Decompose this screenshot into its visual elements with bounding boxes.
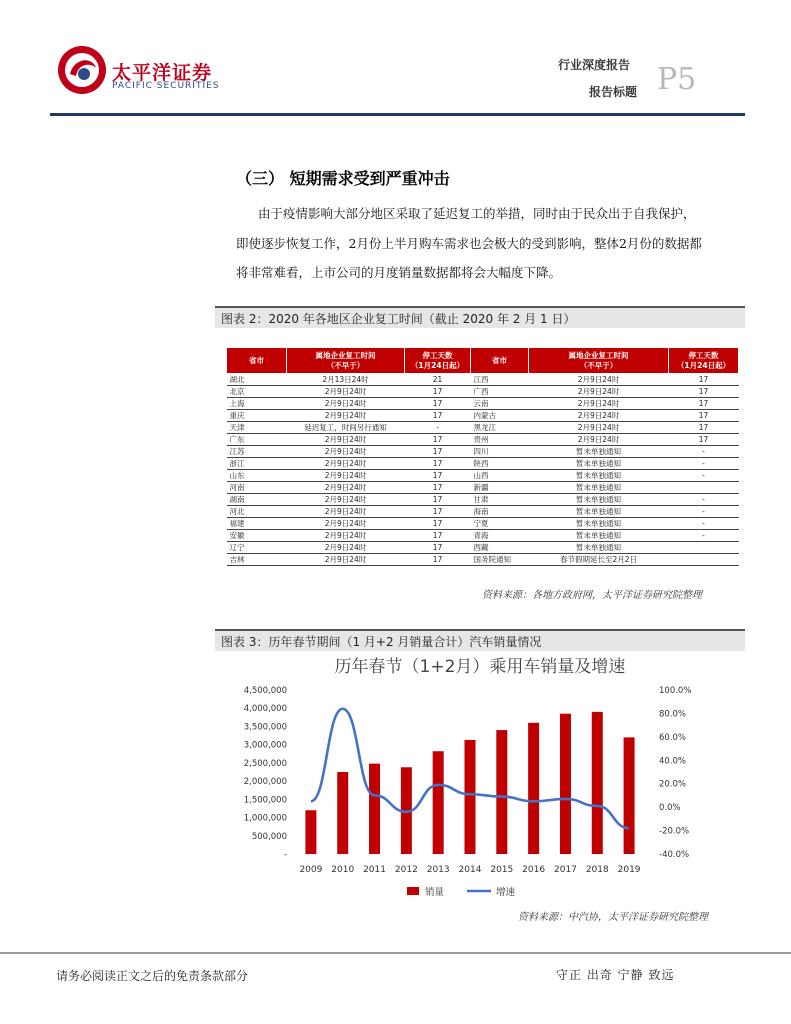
y-right-tick-label: 80.0% bbox=[659, 709, 687, 720]
table-cell: - bbox=[669, 470, 739, 482]
table-cell: 17 bbox=[405, 410, 471, 422]
table-cell: 2月9日24时 bbox=[287, 410, 405, 422]
table-cell: 暂未单独通知 bbox=[529, 506, 669, 518]
page-mark: P5 bbox=[657, 62, 697, 97]
table-cell bbox=[669, 542, 739, 554]
y-left-tick-label: 1,000,000 bbox=[243, 813, 287, 824]
y-left-tick-label: 4,500,000 bbox=[243, 686, 287, 696]
y-right-tick-label: 40.0% bbox=[659, 756, 687, 767]
table-cell: 17 bbox=[669, 422, 739, 434]
table-cell: 2月9日24时 bbox=[287, 494, 405, 506]
y-left-tick-label: 4,000,000 bbox=[243, 704, 287, 715]
table-cell: 辽宁 bbox=[227, 542, 287, 554]
y-left-tick-label: 1,500,000 bbox=[243, 795, 287, 806]
table-cell: 暂未单独通知 bbox=[529, 482, 669, 494]
table-cell: 广西 bbox=[471, 386, 529, 398]
table-cell: 21 bbox=[405, 374, 471, 386]
table-cell: 暂未单独通知 bbox=[529, 446, 669, 458]
table-cell: 宁夏 bbox=[471, 518, 529, 530]
table-row bbox=[227, 386, 739, 398]
y-right-tick-label: -20.0% bbox=[659, 826, 690, 837]
x-tick-label: 2010 bbox=[331, 865, 355, 875]
table-cell: 重庆 bbox=[227, 410, 287, 422]
table-cell: 云南 bbox=[471, 398, 529, 410]
chart-title: 历年春节（1+2月）乘用车销量及增速 bbox=[334, 657, 626, 677]
bar-mark bbox=[592, 712, 603, 854]
y-right-tick-label: 20.0% bbox=[659, 779, 687, 790]
table-cell: 17 bbox=[405, 446, 471, 458]
brand-name-cn: 太平洋证券 bbox=[112, 62, 213, 84]
table-cell: 河南 bbox=[227, 482, 287, 494]
table-cell: 17 bbox=[405, 530, 471, 542]
bar-mark bbox=[496, 730, 507, 854]
col-header: 停工天数 （1月24日起） bbox=[405, 348, 471, 374]
x-tick-label: 2011 bbox=[363, 865, 386, 875]
x-tick-label: 2014 bbox=[458, 865, 482, 875]
y-left-tick-label: - bbox=[283, 850, 287, 860]
y-right-tick-label: 60.0% bbox=[659, 732, 687, 743]
table-row bbox=[227, 506, 739, 518]
paragraph-line-1: 由于疫情影响大部分地区采取了延迟复工的举措，同时由于民众出于自我保护， bbox=[258, 206, 696, 221]
table-cell: 2月9日24时 bbox=[287, 554, 405, 566]
table-cell: 上海 bbox=[227, 398, 287, 410]
table-cell: - bbox=[669, 530, 739, 542]
table-row bbox=[227, 374, 739, 386]
table-cell: 甘肃 bbox=[471, 494, 529, 506]
footer-disclaimer: 请务必阅读正文之后的免责条款部分 bbox=[56, 969, 249, 983]
figure3-source: 资料来源：中汽协，太平洋证券研究院整理 bbox=[518, 912, 708, 923]
table-cell: 山东 bbox=[227, 470, 287, 482]
y-left-tick-label: 2,500,000 bbox=[243, 758, 287, 769]
report-title: 报告标题 bbox=[589, 85, 638, 99]
y-left-tick-label: 3,000,000 bbox=[243, 740, 287, 751]
y-right-tick-label: 0.0% bbox=[659, 803, 681, 814]
table-cell: 贵州 bbox=[471, 434, 529, 446]
section-title: （三） 短期需求受到严重冲击 bbox=[236, 169, 450, 188]
table-cell: - bbox=[669, 518, 739, 530]
table-cell: - bbox=[405, 422, 471, 434]
table-cell: 河北 bbox=[227, 506, 287, 518]
x-tick-label: 2017 bbox=[554, 865, 577, 875]
table-cell: 17 bbox=[669, 410, 739, 422]
table-cell: 内蒙古 bbox=[471, 410, 529, 422]
table-cell: 湖南 bbox=[227, 494, 287, 506]
table-row bbox=[227, 446, 739, 458]
table-header-row bbox=[227, 348, 739, 374]
paragraph-line-3: 将非常难看，上市公司的月度销量数据都将会大幅度下降。 bbox=[236, 265, 562, 280]
x-tick-label: 2009 bbox=[299, 865, 323, 875]
x-tick-label: 2016 bbox=[522, 865, 546, 875]
table-row bbox=[227, 398, 739, 410]
table-cell: - bbox=[669, 458, 739, 470]
table-row bbox=[227, 482, 739, 494]
y-left-tick-label: 3,500,000 bbox=[243, 722, 287, 733]
table-cell: 2月9日24时 bbox=[529, 374, 669, 386]
col-header: 停工天数 （1月24日起） bbox=[669, 348, 739, 374]
footer-motto: 守正 出奇 宁静 致远 bbox=[556, 968, 675, 982]
province-resume-table bbox=[226, 347, 739, 566]
figure3-title: 图表 3：历年春节期间（1 月+2 月销量合计）汽车销量情况 bbox=[215, 629, 745, 651]
table-cell: 四川 bbox=[471, 446, 529, 458]
y-left-tick-label: 500,000 bbox=[251, 831, 287, 842]
table-cell: 2月9日24时 bbox=[287, 518, 405, 530]
table-cell: 江西 bbox=[471, 374, 529, 386]
table-cell: 17 bbox=[405, 506, 471, 518]
table-cell: 17 bbox=[669, 374, 739, 386]
bar-mark bbox=[305, 810, 316, 854]
table-cell: 17 bbox=[405, 458, 471, 470]
x-tick-label: 2015 bbox=[490, 865, 514, 875]
table-cell: 江苏 bbox=[227, 446, 287, 458]
table-row bbox=[227, 434, 739, 446]
table-cell: 2月9日24时 bbox=[287, 458, 405, 470]
bar-mark bbox=[433, 751, 444, 854]
table-cell: 17 bbox=[405, 482, 471, 494]
table-cell: 暂未单独通知 bbox=[529, 458, 669, 470]
table-cell bbox=[669, 554, 739, 566]
bar-mark bbox=[560, 714, 571, 854]
bar-mark bbox=[624, 737, 635, 854]
table-cell: - bbox=[669, 446, 739, 458]
table-cell: 延迟复工，时间另行通知 bbox=[287, 422, 405, 434]
table-cell: 17 bbox=[405, 470, 471, 482]
bar-mark bbox=[337, 772, 348, 854]
legend-label-growth: 增速 bbox=[496, 887, 516, 898]
y-right-tick-label: 100.0% bbox=[659, 686, 692, 696]
table-cell: 暂未单独通知 bbox=[529, 494, 669, 506]
y-right-tick-label: -40.0% bbox=[659, 850, 690, 860]
x-tick-label: 2019 bbox=[617, 865, 641, 875]
table-cell: 2月9日24时 bbox=[287, 482, 405, 494]
table-cell: 浙江 bbox=[227, 458, 287, 470]
table-cell: 17 bbox=[405, 518, 471, 530]
x-tick-label: 2018 bbox=[585, 865, 609, 875]
table-cell: - bbox=[669, 494, 739, 506]
header-divider bbox=[50, 113, 745, 116]
table-row bbox=[227, 542, 739, 554]
table-row bbox=[227, 530, 739, 542]
table-cell: 青海 bbox=[471, 530, 529, 542]
brand-name-en: PACIFIC SECURITIES bbox=[112, 81, 220, 91]
table-cell: 2月9日24时 bbox=[287, 530, 405, 542]
bar-mark bbox=[465, 740, 476, 854]
table-cell: 山西 bbox=[471, 470, 529, 482]
x-tick-label: 2012 bbox=[394, 865, 418, 875]
table-cell: 陕西 bbox=[471, 458, 529, 470]
table-cell: 17 bbox=[405, 554, 471, 566]
table-row bbox=[227, 518, 739, 530]
table-cell: 黑龙江 bbox=[471, 422, 529, 434]
table-cell: 安徽 bbox=[227, 530, 287, 542]
table-cell: 海南 bbox=[471, 506, 529, 518]
legend-label-sales: 销量 bbox=[425, 887, 445, 898]
table-row bbox=[227, 470, 739, 482]
table-cell: 广东 bbox=[227, 434, 287, 446]
table-cell: 北京 bbox=[227, 386, 287, 398]
x-tick-label: 2013 bbox=[426, 865, 450, 875]
col-header: 属地企业复工时间 （不早于） bbox=[529, 348, 669, 374]
table-cell: 暂未单独通知 bbox=[529, 530, 669, 542]
table-row bbox=[227, 410, 739, 422]
y-left-tick-label: 2,000,000 bbox=[243, 777, 287, 788]
table-cell: 2月9日24时 bbox=[529, 398, 669, 410]
table-cell: 2月9日24时 bbox=[529, 434, 669, 446]
table-cell: 天津 bbox=[227, 422, 287, 434]
table-cell: 湖北 bbox=[227, 374, 287, 386]
table-cell: 暂未单独通知 bbox=[529, 518, 669, 530]
table-cell: 春节假期延长至2月2日 bbox=[529, 554, 669, 566]
table-cell: 17 bbox=[405, 494, 471, 506]
figure2-source: 资料来源：各地方政府网，太平洋证券研究院整理 bbox=[482, 590, 702, 601]
table-cell: 2月9日24时 bbox=[287, 470, 405, 482]
table-cell: 2月9日24时 bbox=[287, 386, 405, 398]
table-row bbox=[227, 458, 739, 470]
table-row bbox=[227, 554, 739, 566]
legend-swatch-sales bbox=[407, 887, 419, 895]
table-cell: 17 bbox=[669, 434, 739, 446]
table-row bbox=[227, 494, 739, 506]
sales-chart bbox=[215, 652, 745, 902]
table-cell: 17 bbox=[405, 434, 471, 446]
table-cell: 新疆 bbox=[471, 482, 529, 494]
company-logo bbox=[56, 44, 108, 96]
paragraph-line-2: 即使逐步恢复工作，2月份上半月购车需求也会极大的受到影响，整体2月份的数据都 bbox=[236, 236, 702, 251]
bar-mark bbox=[528, 723, 539, 854]
figure2-title: 图表 2：2020 年各地区企业复工时间（截止 2020 年 2 月 1 日） bbox=[215, 306, 745, 328]
table-cell: - bbox=[669, 506, 739, 518]
col-header: 省市 bbox=[471, 348, 529, 374]
table-cell: 2月9日24时 bbox=[287, 398, 405, 410]
report-type: 行业深度报告 bbox=[558, 58, 631, 72]
table-cell: 17 bbox=[669, 386, 739, 398]
col-header: 属地企业复工时间 （不早于） bbox=[287, 348, 405, 374]
table-cell: 暂未单独通知 bbox=[529, 470, 669, 482]
table-cell bbox=[669, 482, 739, 494]
table-row bbox=[227, 422, 739, 434]
col-header: 省市 bbox=[227, 348, 287, 374]
table-cell: 西藏 bbox=[471, 542, 529, 554]
footer-divider bbox=[0, 952, 791, 954]
table-cell: 2月9日24时 bbox=[287, 542, 405, 554]
table-cell: 暂未单独通知 bbox=[529, 542, 669, 554]
table-cell: 2月13日24时 bbox=[287, 374, 405, 386]
table-cell: 福建 bbox=[227, 518, 287, 530]
table-cell: 17 bbox=[405, 398, 471, 410]
table-cell: 17 bbox=[405, 542, 471, 554]
table-cell: 17 bbox=[669, 398, 739, 410]
table-cell: 2月9日24时 bbox=[287, 434, 405, 446]
table-cell: 2月9日24时 bbox=[529, 386, 669, 398]
table-cell: 吉林 bbox=[227, 554, 287, 566]
table-cell: 17 bbox=[405, 386, 471, 398]
table-cell: 2月9日24时 bbox=[287, 506, 405, 518]
table-cell: 2月9日24时 bbox=[287, 446, 405, 458]
bar-mark bbox=[369, 764, 380, 854]
table-cell: 2月9日24时 bbox=[529, 410, 669, 422]
table-cell: 国务院通知 bbox=[471, 554, 529, 566]
table-cell: 2月9日24时 bbox=[529, 422, 669, 434]
